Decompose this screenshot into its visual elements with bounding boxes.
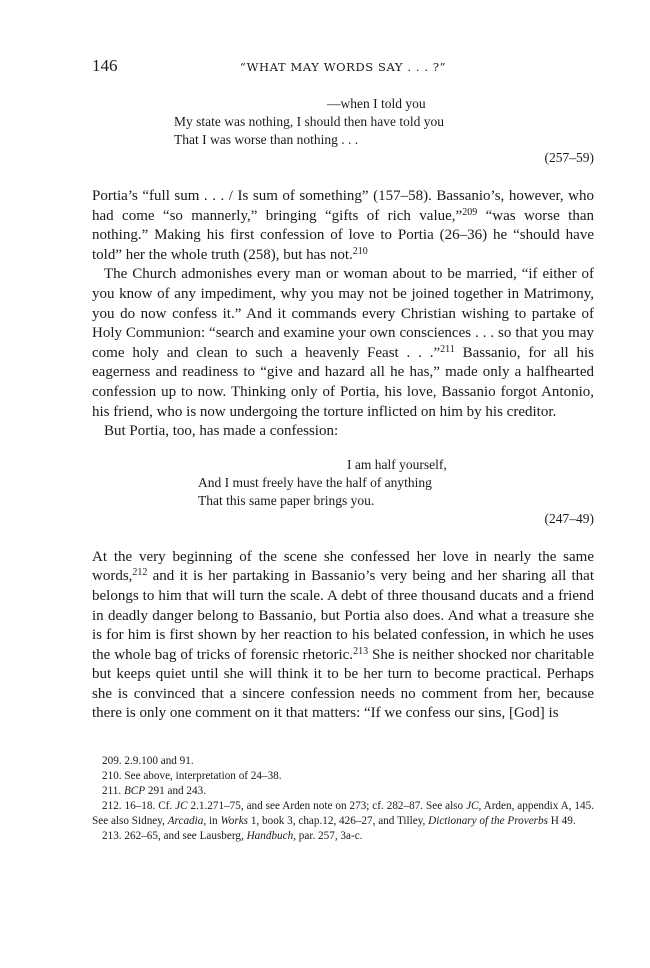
footnote-ref: 212 — [132, 567, 148, 579]
paragraph — [92, 187, 594, 265]
footnote-209 — [92, 754, 594, 769]
footnote-text: 1, book 3, chap.12, 426–27, and Tilley, — [248, 815, 429, 828]
footnote-text: H 49. — [548, 815, 576, 828]
text-run: The Church admonishes every man or woman about to be married, “if either of you know of any impediment, why you may not be joined together in Matrimony, you do now confess it.” And it commands every Christian wishing to partake of Holy Communion: “search and examine your own consciences . . . so that you may come holy and clean to such a heavenly Feast . . .” — [92, 266, 594, 361]
paragraph — [92, 548, 594, 724]
footnote-213 — [92, 829, 594, 844]
paragraph: But Portia, too, has made a confession: — [104, 423, 339, 440]
text-run: At the very beginning of the scene she confessed her love in nearly the same words, — [92, 548, 594, 585]
footnote-text: in — [206, 815, 221, 828]
footnote-italic: BCP — [123, 785, 146, 798]
verse-citation-2: (247–49) — [544, 510, 594, 526]
footnote-ref: 211 — [440, 343, 455, 355]
footnote-number: 212. — [102, 800, 122, 813]
text-run: and it is her partaking in Bassanio’s very being and her sharing all that belongs to him that will turn the scale. A debt of three thousand ducats and a friend in deadly danger belong to Bassanio, but Portia also does. And what a treasure she is for him is first shown by her reaction to his belated confession, in which he uses the whole bag of tricks of forensic rhetoric. — [92, 568, 594, 663]
footnote-number: 213. — [102, 830, 122, 843]
footnote-number: 211. — [102, 785, 122, 798]
footnote-ref: 213 — [353, 645, 369, 657]
footnote-text: Arden, appendix A, 145. See also Sidney, — [92, 800, 595, 828]
verse-line: That I was worse than nothing . . . — [174, 132, 359, 147]
footnote-210 — [92, 769, 594, 784]
footnote-text: 291 and 243. — [145, 785, 207, 798]
footnote-text: 2.9.100 and 91. — [124, 755, 194, 768]
page-number: 146 — [92, 56, 118, 75]
footnote-text: 2.1.271–75, and see Arden note on 273; cf. 282–87. See also — [187, 800, 467, 813]
footnote-number: 209. — [102, 755, 122, 768]
footnote-212 — [92, 799, 594, 829]
footnote-text: par. 257, 3a-c. — [296, 830, 363, 843]
verse-line: —when I told you — [327, 96, 426, 111]
footnotes — [92, 754, 594, 844]
body-text — [92, 548, 594, 724]
footnote-text: See above, interpretation of 24–38. — [124, 770, 282, 783]
text-run: She is neither shocked nor charitable but keeps quiet until she will think it to be her turn to become practical. Perhaps she is convinced that a sincere confession needs no comment from her, because there is only one comment on it that matters: “If we confess our sins, [God] is — [92, 646, 594, 722]
verse-quote-2 — [92, 456, 594, 510]
footnote-italic: Handbuch, — [246, 830, 296, 843]
verse-line: My state was nothing, I should then have told you — [174, 114, 444, 129]
footnote-number: 210. — [102, 770, 122, 783]
footnote-211 — [92, 784, 594, 799]
page-header — [92, 56, 594, 78]
verse-line: I am half yourself, — [347, 456, 447, 472]
text-run: “was worse than nothing.” Making his first confession of love to Portia (26–36) he “should have told” her the whole truth (258), but has not. — [92, 207, 595, 263]
verse-line: That this same paper brings you. — [198, 492, 375, 508]
footnote-ref: 209 — [462, 206, 478, 218]
footnote-ref: 210 — [352, 245, 368, 257]
body-text — [92, 187, 594, 442]
footnote-italic: JC, — [466, 800, 482, 813]
footnote-italic: Arcadia, — [167, 815, 207, 828]
verse-citation-1: (257–59) — [544, 150, 594, 165]
verse-quote-1 — [92, 95, 594, 149]
verse-line: And I must freely have the half of anything — [198, 474, 432, 490]
paragraph — [92, 265, 594, 422]
book-page — [92, 56, 594, 844]
running-title: “WHAT MAY WORDS SAY . . . ?” — [239, 60, 447, 74]
text-run: Bassanio, for all his eagerness and readiness to “give and hazard all he has,” made only a halfhearted confession up to now. Thinking only of Portia, his love, Bassanio forgot Antonio, his friend, who is now undergoing the torture inflicted on him by his creditor. — [92, 344, 594, 420]
footnote-italic: JC — [175, 800, 188, 813]
text-run: Portia’s “full sum . . . / Is sum of something” (157–58). Bassanio’s, however, who had come “so mannerly,” bringing “gifts of rich value,” — [92, 188, 594, 224]
footnote-italic: Works — [220, 815, 249, 828]
footnote-italic: Dictionary of the Proverbs — [428, 815, 548, 828]
footnote-text: 262–65, and see Lausberg, — [124, 830, 247, 843]
footnote-text: 16–18. Cf. — [124, 800, 176, 813]
